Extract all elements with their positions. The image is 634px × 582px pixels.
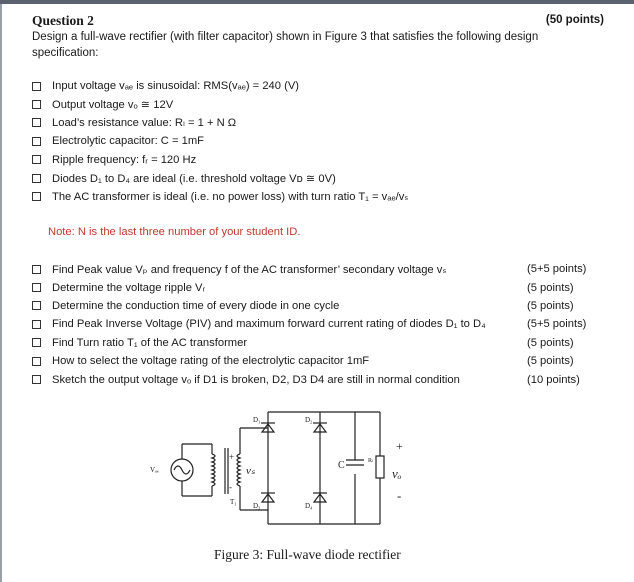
label-vac: Vₐₑ bbox=[150, 466, 159, 474]
spec-item bbox=[32, 77, 408, 95]
rectifier-circuit-diagram bbox=[140, 398, 440, 538]
label-vo: vₒ bbox=[392, 466, 402, 481]
spec-item bbox=[32, 132, 408, 150]
spec-item bbox=[32, 187, 408, 205]
spec-text: The AC transformer is ideal (i.e. no power loss) with turn ratio T₁ = vₐₑ/vₛ bbox=[52, 191, 409, 204]
label-vs: vₛ bbox=[246, 465, 255, 477]
label-plus: + bbox=[396, 439, 403, 453]
checkbox-icon[interactable] bbox=[32, 357, 41, 366]
intro-text: Design a full-wave rectifier (with filter capacitor) shown in Figure 3 that satisfies the following design specification: bbox=[32, 31, 539, 59]
checkbox-icon[interactable] bbox=[32, 174, 41, 183]
spec-text: Input voltage vₐₑ is sinusoidal: RMS(vₐₑ) = 240 (V) bbox=[52, 80, 300, 93]
task-points: (5 points) bbox=[527, 299, 574, 312]
label-c: C bbox=[338, 460, 345, 471]
checkbox-icon[interactable] bbox=[32, 375, 41, 384]
secondary-coil-icon bbox=[237, 454, 240, 486]
question-points: (50 points) bbox=[545, 14, 604, 26]
checkbox-icon[interactable] bbox=[32, 137, 41, 146]
task-points: (5 points) bbox=[527, 281, 574, 294]
primary-coil-icon bbox=[212, 454, 215, 486]
checkbox-icon[interactable] bbox=[32, 100, 41, 109]
spec-text: Diodes D₁ to D₄ are ideal (i.e. threshold voltage Vᴅ ≅ 0V) bbox=[52, 172, 336, 185]
student-id-note: Note: N is the last three number of your student ID. bbox=[48, 226, 301, 238]
task-text: Find Turn ratio T₁ of the AC transformer bbox=[52, 336, 248, 349]
label-d2: D₂ bbox=[305, 416, 313, 424]
task-item bbox=[32, 297, 602, 315]
label-d1: D₁ bbox=[253, 416, 261, 424]
spec-text: Electrolytic capacitor: C = 1mF bbox=[52, 135, 205, 148]
task-points: (5+5 points) bbox=[527, 318, 587, 331]
checkbox-icon[interactable] bbox=[32, 118, 41, 127]
load-resistor-icon bbox=[376, 456, 384, 478]
task-item bbox=[32, 260, 602, 278]
spec-item bbox=[32, 114, 408, 132]
spec-text: Load’s resistance value: Rₗ = 1 + N Ω bbox=[52, 117, 237, 130]
sine-wave-icon bbox=[174, 466, 190, 474]
label-d4: D₄ bbox=[305, 502, 313, 510]
specification-list bbox=[32, 77, 408, 206]
label-rl: Rₗ bbox=[368, 458, 373, 464]
figure-caption: Figure 3: Full-wave diode rectifier bbox=[214, 547, 401, 562]
checkbox-icon[interactable] bbox=[32, 192, 41, 201]
checkbox-icon[interactable] bbox=[32, 338, 41, 347]
task-text: Find Peak Inverse Voltage (PIV) and maximum forward current rating of diodes D₁ to D₄ bbox=[52, 318, 486, 331]
task-points: (10 points) bbox=[527, 373, 580, 386]
task-points: (5+5 points) bbox=[527, 263, 587, 276]
checkbox-icon[interactable] bbox=[32, 301, 41, 310]
spec-text: Output voltage vₒ ≅ 12V bbox=[52, 99, 174, 112]
task-points: (5 points) bbox=[527, 336, 574, 349]
spec-item bbox=[32, 169, 408, 187]
task-item bbox=[32, 370, 602, 388]
label-sec-plus: + bbox=[229, 452, 235, 462]
task-text: Determine the voltage ripple Vᵣ bbox=[52, 281, 206, 294]
checkbox-icon[interactable] bbox=[32, 265, 41, 274]
spec-item bbox=[32, 95, 408, 113]
spec-text: Ripple frequency: fᵣ = 120 Hz bbox=[52, 153, 197, 166]
checkbox-icon[interactable] bbox=[32, 82, 41, 91]
task-text: Find Peak value Vₚ and frequency f of the AC transformer’ secondary voltage vₛ bbox=[52, 263, 447, 276]
label-minus: - bbox=[397, 488, 402, 503]
window-left-edge bbox=[0, 4, 2, 582]
task-text: Sketch the output voltage vₒ if D1 is broken, D2, D3 D4 are still in normal condition bbox=[52, 373, 460, 386]
label-d3: D₃ bbox=[253, 502, 261, 510]
task-text: Determine the conduction time of every diode in one cycle bbox=[52, 299, 340, 312]
task-list bbox=[32, 260, 602, 389]
label-sec-minus: - bbox=[229, 482, 232, 492]
task-text: How to select the voltage rating of the electrolytic capacitor 1mF bbox=[52, 355, 370, 368]
task-points: (5 points) bbox=[527, 355, 574, 368]
spec-item bbox=[32, 151, 408, 169]
task-item bbox=[32, 315, 602, 333]
question-title: Question 2 bbox=[32, 13, 94, 28]
window-top-bar bbox=[0, 0, 634, 4]
checkbox-icon[interactable] bbox=[32, 320, 41, 329]
checkbox-icon[interactable] bbox=[32, 283, 41, 292]
label-t1: T₁ bbox=[230, 498, 237, 506]
task-item bbox=[32, 352, 602, 370]
checkbox-icon[interactable] bbox=[32, 155, 41, 164]
task-item bbox=[32, 334, 602, 352]
task-item bbox=[32, 278, 602, 296]
